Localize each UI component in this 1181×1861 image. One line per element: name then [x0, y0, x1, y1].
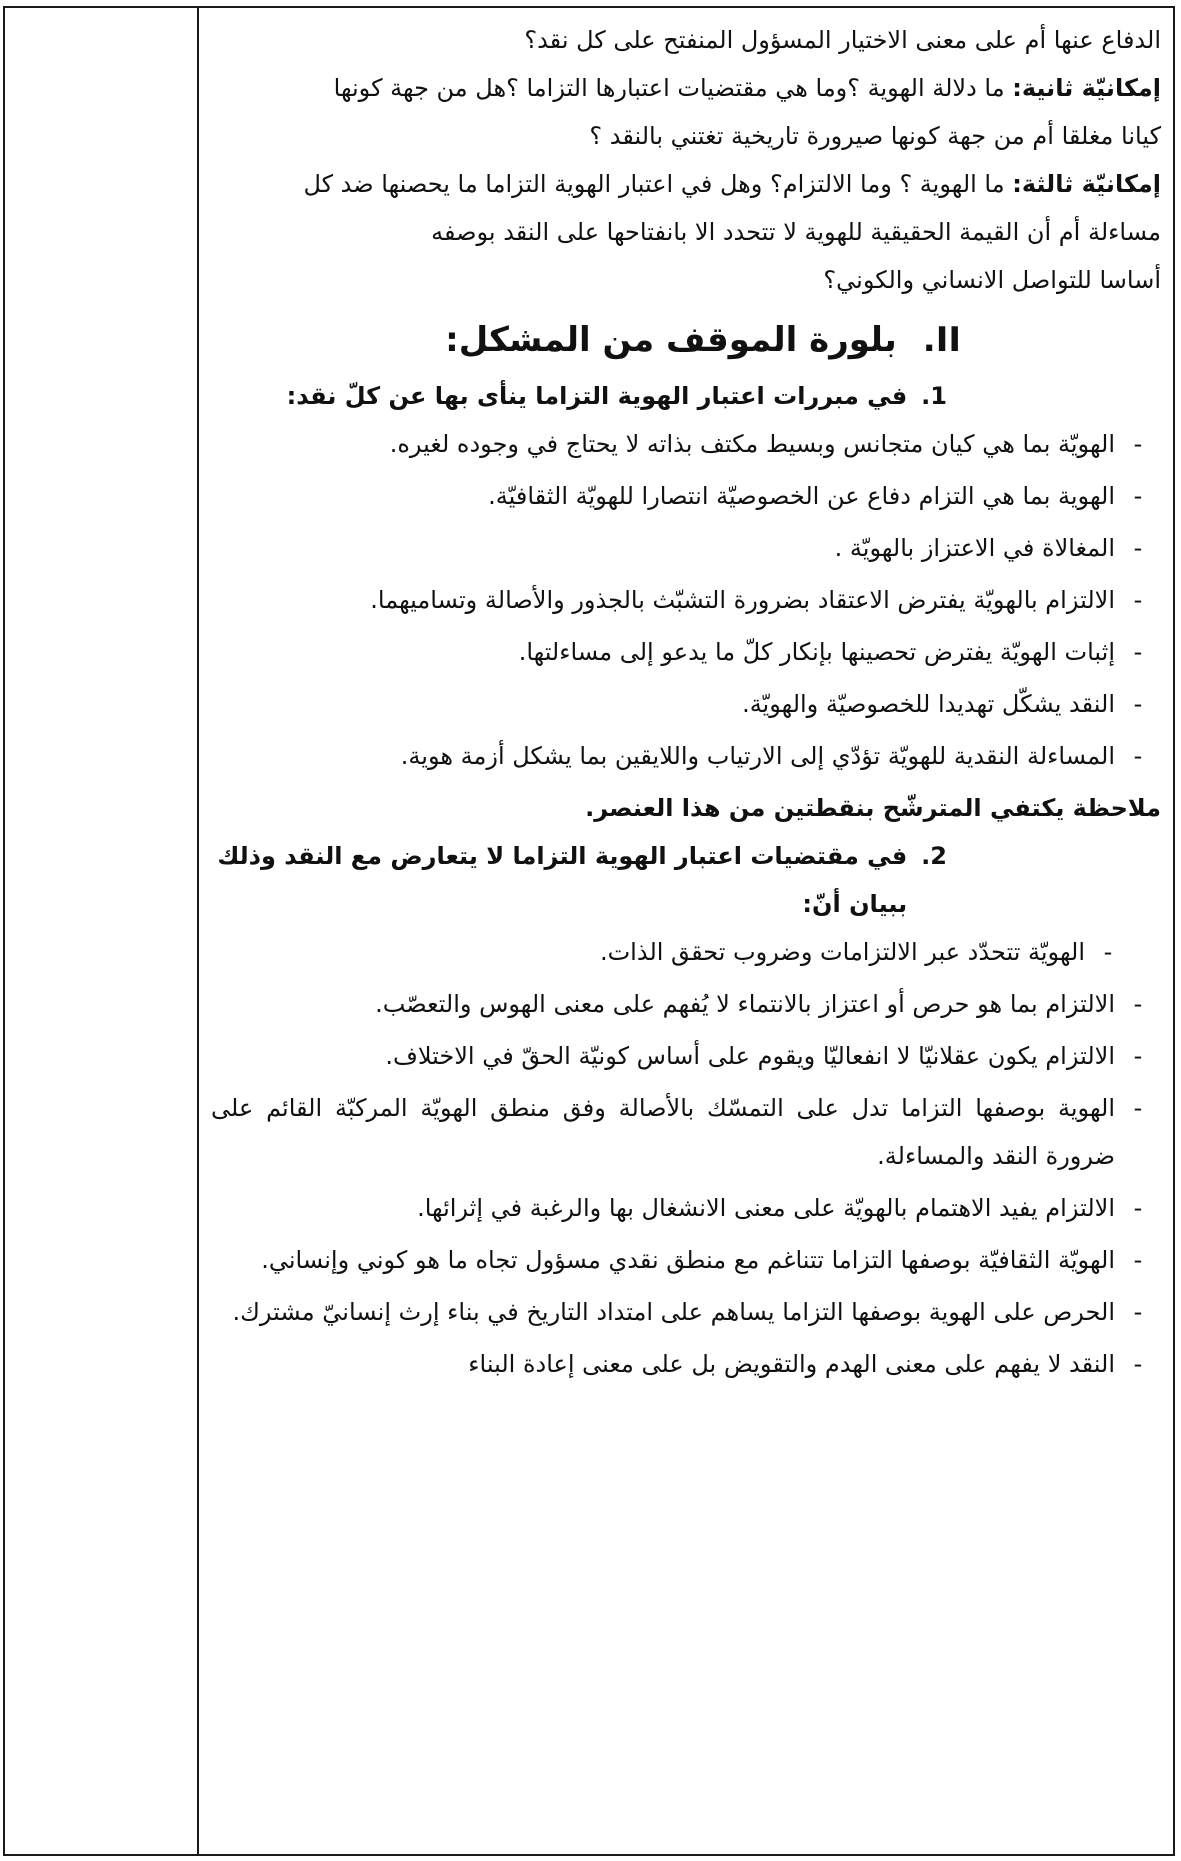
list-item: [211, 1340, 1161, 1388]
subsection-one-number: 1.: [921, 382, 947, 410]
content-column: [197, 8, 1173, 1854]
list-item-text: النقد يشكّل تهديدا للخصوصيّة والهويّة.: [742, 690, 1115, 718]
subsection-two-number: 2.: [921, 842, 947, 870]
possibility-three-continuation-2: أساسا للتواصل الانساني والكوني؟: [823, 266, 1161, 294]
list-item: [211, 1184, 1161, 1232]
list-item-text: الهويّة تتحدّد عبر الالتزامات وضروب تحقق الذات.: [599, 938, 1085, 966]
list-item-text: الهويّة الثقافيّة بوصفها التزاما تتناغم مع منطق نقدي مسؤول تجاه ما هو كوني وإنساني.: [261, 1246, 1115, 1274]
bullet-dash: -: [1133, 1194, 1143, 1222]
list-item-text: إثبات الهويّة يفترض تحصينها بإنكار كلّ ما يدعو إلى مساءلتها.: [518, 638, 1115, 666]
bullet-dash: -: [1133, 1350, 1143, 1378]
section-heading: [211, 308, 1161, 372]
list-item-text: المغالاة في الاعتزاز بالهويّة .: [834, 534, 1115, 562]
list-item: [211, 420, 1161, 468]
list-item-text: الهويّة بما هي كيان متجانس وبسيط مكتف بذاته لا يحتاج في وجوده لغيره.: [389, 430, 1115, 458]
possibility-two: [211, 64, 1161, 112]
possibility-two-text: ما دلالة الهوية ؟وما هي مقتضيات اعتبارها التزاما ؟هل من جهة كونها: [333, 74, 1005, 102]
bullet-dash: -: [1133, 1042, 1143, 1070]
bullet-dash: -: [1133, 1246, 1143, 1274]
section-title: بلورة الموقف من المشكل:: [445, 320, 897, 360]
list-item: [211, 1288, 1161, 1336]
list-item-text: الحرص على الهوية بوصفها التزاما يساهم على امتداد التاريخ في بناء إرث إنسانيّ مشترك.: [232, 1298, 1115, 1326]
list-item-text: الالتزام يفيد الاهتمام بالهويّة على معنى الانشغال بها والرغبة في إثرائها.: [417, 1194, 1115, 1222]
list-item-text: الهوية بوصفها التزاما تدل على التمسّك بالأصالة وفق منطق الهويّة المركبّة القائم على ضرورة النقد والمساءلة.: [211, 1094, 1115, 1170]
list-item: [211, 1032, 1161, 1080]
list-item: [211, 472, 1161, 520]
list-item: [211, 1084, 1161, 1180]
subsection-one-heading: [211, 372, 1161, 420]
intro-line: الدفاع عنها أم على معنى الاختيار المسؤول المنفتح على كل نقد؟: [524, 26, 1161, 54]
list-item-text: المساءلة النقدية للهويّة تؤدّي إلى الارتياب واللايقين بما يشكل أزمة هوية.: [400, 742, 1115, 770]
list-item-text: الالتزام بالهويّة يفترض الاعتقاد بضرورة التشبّث بالجذور والأصالة وتساميهما.: [370, 586, 1115, 614]
subsection-two-heading: [211, 832, 1161, 928]
subsection-two-list: [211, 928, 1161, 1388]
list-item-text: الالتزام يكون عقلانيّا لا انفعاليّا ويقوم على أساس كونيّة الحقّ في الاختلاف.: [385, 1042, 1115, 1070]
possibility-two-label: إمكانيّة ثانية:: [1012, 74, 1161, 102]
grading-margin-column: [5, 8, 197, 1854]
note-text: ملاحظة يكتفي المترشّح بنقطتين من هذا العنصر.: [585, 794, 1161, 822]
list-item-text: الالتزام بما هو حرص أو اعتزاز بالانتماء لا يُفهم على معنى الهوس والتعصّب.: [375, 990, 1115, 1018]
list-item-text: النقد لا يفهم على معنى الهدم والتقويض بل على معنى إعادة البناء: [468, 1350, 1115, 1378]
possibility-three-label: إمكانيّة ثالثة:: [1012, 170, 1161, 198]
list-item: [211, 1236, 1161, 1284]
subsection-one-list: [211, 420, 1161, 780]
possibility-two-continuation: كيانا مغلقا أم من جهة كونها صيرورة تاريخية تغتني بالنقد ؟: [589, 122, 1161, 150]
bullet-dash: -: [1133, 430, 1143, 458]
bullet-dash: -: [1133, 638, 1143, 666]
list-item-text: الهوية بما هي التزام دفاع عن الخصوصيّة انتصارا للهويّة الثقافيّة.: [488, 482, 1115, 510]
bullet-dash: -: [1133, 690, 1143, 718]
bullet-dash: -: [1133, 1094, 1143, 1122]
page-frame: [3, 6, 1175, 1856]
bullet-dash: -: [1133, 990, 1143, 1018]
list-item: [211, 628, 1161, 676]
list-item: [211, 576, 1161, 624]
bullet-dash: -: [1133, 586, 1143, 614]
list-item: [211, 524, 1161, 572]
list-item: [211, 928, 1161, 976]
subsection-one-title: في مبررات اعتبار الهوية التزاما ينأى بها عن كلّ نقد:: [286, 382, 908, 410]
bullet-dash: -: [1133, 534, 1143, 562]
bullet-dash: -: [1133, 742, 1143, 770]
list-item: [211, 732, 1161, 780]
bullet-dash: -: [1133, 1298, 1143, 1326]
bullet-dash: -: [1133, 482, 1143, 510]
possibility-three-continuation-1: مساءلة أم أن القيمة الحقيقية للهوية لا تتحدد الا بانفتاحها على النقد بوصفه: [431, 218, 1161, 246]
possibility-three: [211, 160, 1161, 208]
section-numeral: II.: [922, 320, 961, 360]
list-item: [211, 980, 1161, 1028]
possibility-three-text: ما الهوية ؟ وما الالتزام؟ وهل في اعتبار الهوية التزاما ما يحصنها ضد كل: [303, 170, 1005, 198]
bullet-dash: -: [1103, 938, 1113, 966]
list-item: [211, 680, 1161, 728]
subsection-two-title: في مقتضيات اعتبار الهوية التزاما لا يتعارض مع النقد وذلك ببيان أنّ:: [217, 842, 908, 918]
